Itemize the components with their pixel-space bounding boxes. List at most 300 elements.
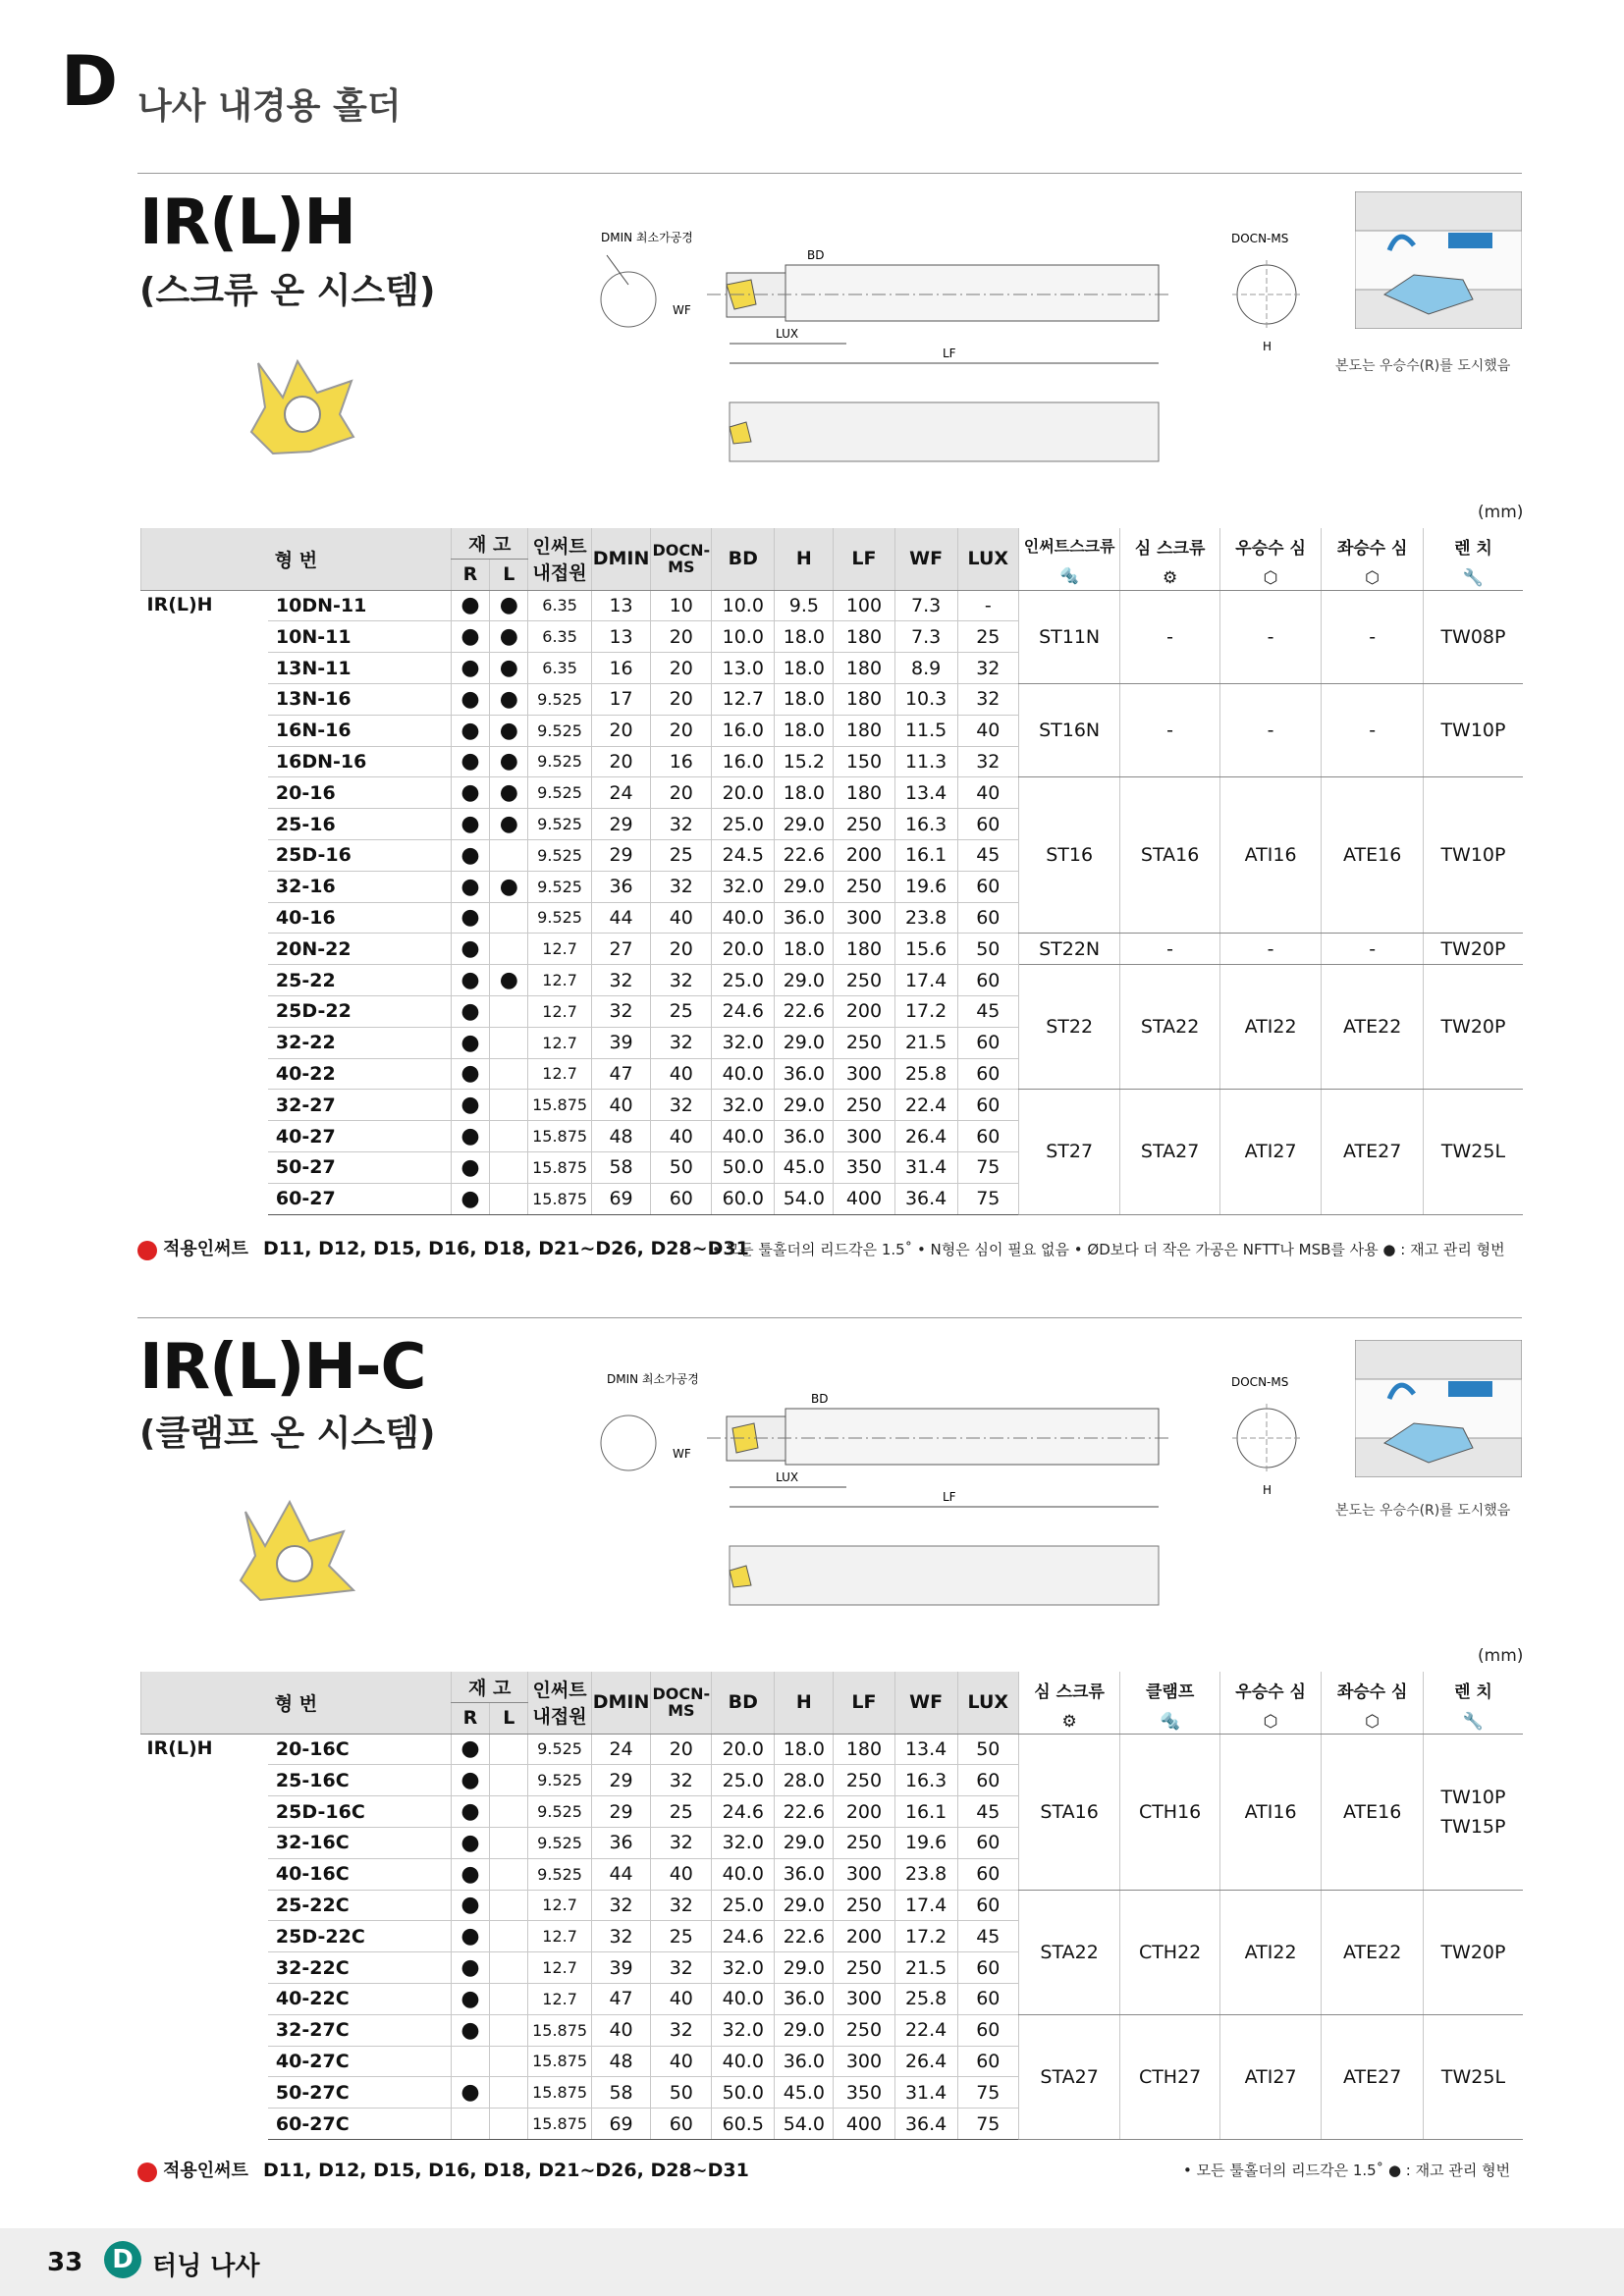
cell-bd: 32.0	[712, 1027, 775, 1058]
cell-ic: 15.875	[528, 1090, 591, 1121]
cell-r	[451, 2109, 489, 2140]
cell-h: 36.0	[775, 1983, 834, 2014]
cell-bd: 20.0	[712, 934, 775, 965]
cell-r: ●	[451, 683, 489, 715]
cell-lf: 200	[834, 1921, 894, 1952]
cell-dmin: 69	[591, 2109, 651, 2140]
cell-h: 18.0	[775, 715, 834, 746]
cell-docn: 20	[651, 653, 712, 684]
cell-r: ●	[451, 1090, 489, 1121]
cell-bd: 10.0	[712, 590, 775, 621]
cell-r: ●	[451, 1921, 489, 1952]
cell-lux: -	[957, 590, 1018, 621]
part-c3: -	[1219, 934, 1322, 965]
part-c4: -	[1322, 683, 1424, 776]
cell-lf: 300	[834, 1858, 894, 1890]
spec-table-2	[140, 1672, 1523, 2140]
cell-dmin: 48	[591, 2046, 651, 2077]
part-c5: TW10P	[1423, 777, 1523, 934]
col-bd: BD	[712, 528, 775, 590]
section-subtitle: (스크류 온 시스템)	[139, 271, 436, 311]
col-insert-ic: 인써트 내접원	[528, 528, 591, 590]
cell-lf: 180	[834, 777, 894, 809]
cell-docn: 20	[651, 715, 712, 746]
cell-wf: 7.3	[894, 590, 957, 621]
model-cell: 16N-16	[268, 715, 451, 746]
part-c1: ST16N	[1018, 683, 1120, 776]
model-cell: 25-22C	[268, 1890, 451, 1921]
cell-r: ●	[451, 1983, 489, 2014]
machining-illustration	[1355, 1340, 1522, 1477]
model-cell: 10DN-11	[268, 590, 451, 621]
cell-l	[490, 1827, 528, 1858]
col-h: H	[775, 1672, 834, 1734]
cell-lux: 60	[957, 1027, 1018, 1058]
model-cell: 25-16C	[268, 1765, 451, 1796]
section-diagram	[1227, 231, 1326, 358]
part-c5: TW20P	[1423, 934, 1523, 965]
cell-h: 22.6	[775, 839, 834, 871]
section-letter: D	[61, 41, 119, 122]
cell-l	[490, 1890, 528, 1921]
cell-wf: 16.3	[894, 1765, 957, 1796]
cell-bd: 60.0	[712, 1183, 775, 1214]
cell-lf: 250	[834, 965, 894, 996]
col-dmin: DMIN	[591, 528, 651, 590]
cell-r: ●	[451, 1827, 489, 1858]
lux-label: LUX	[776, 1470, 799, 1484]
cell-lf: 300	[834, 902, 894, 934]
model-cell: 50-27	[268, 1151, 451, 1183]
cell-r: ●	[451, 1858, 489, 1890]
cell-h: 54.0	[775, 2109, 834, 2140]
col-lux: LUX	[957, 1672, 1018, 1734]
cell-lux: 60	[957, 1121, 1018, 1152]
cell-ic: 9.525	[528, 1858, 591, 1890]
cell-dmin: 40	[591, 2014, 651, 2046]
cell-r: ●	[451, 621, 489, 653]
col-stock: 재 고	[451, 528, 528, 559]
cell-l	[490, 1765, 528, 1796]
chapter-badge: D	[104, 2241, 141, 2278]
cell-docn: 25	[651, 1921, 712, 1952]
cell-lf: 400	[834, 1183, 894, 1214]
part-c2: CTH27	[1120, 2014, 1219, 2139]
cell-l: ●	[490, 715, 528, 746]
table-row	[141, 1090, 1524, 1121]
cell-docn: 32	[651, 871, 712, 902]
wrench-icon: 🔧	[1462, 568, 1485, 588]
col-clamp: 클램프 🔩	[1120, 1672, 1219, 1734]
cell-bd: 24.5	[712, 839, 775, 871]
page-number: 33	[47, 2248, 83, 2277]
cell-l: ●	[490, 621, 528, 653]
cell-ic: 9.525	[528, 809, 591, 840]
cell-dmin: 32	[591, 1890, 651, 1921]
cell-lux: 32	[957, 683, 1018, 715]
part-c1: STA27	[1018, 2014, 1120, 2139]
part-c2: CTH16	[1120, 1734, 1219, 1890]
model-cell: 40-22	[268, 1058, 451, 1090]
cell-bd: 25.0	[712, 809, 775, 840]
cell-h: 29.0	[775, 1090, 834, 1121]
cell-dmin: 48	[591, 1121, 651, 1152]
cell-l	[490, 2046, 528, 2077]
cell-wf: 36.4	[894, 1183, 957, 1214]
cell-wf: 25.8	[894, 1983, 957, 2014]
cell-docn: 32	[651, 1027, 712, 1058]
cell-ic: 6.35	[528, 653, 591, 684]
model-cell: 32-22	[268, 1027, 451, 1058]
col-right-shim: 우승수 심 ⬡	[1219, 528, 1322, 590]
col-lf: LF	[834, 528, 894, 590]
cell-dmin: 58	[591, 1151, 651, 1183]
arrow-icon	[137, 1241, 157, 1260]
section-diagram	[1227, 1374, 1326, 1502]
col-stock-r: R	[451, 559, 489, 590]
cell-dmin: 47	[591, 1058, 651, 1090]
cell-lux: 60	[957, 2046, 1018, 2077]
cell-bd: 60.5	[712, 2109, 775, 2140]
cell-docn: 20	[651, 683, 712, 715]
unit-label: (mm)	[1478, 1646, 1524, 1666]
cell-h: 22.6	[775, 995, 834, 1027]
cell-lux: 45	[957, 995, 1018, 1027]
cell-docn: 20	[651, 621, 712, 653]
part-c3: ATI16	[1219, 1734, 1322, 1890]
cell-ic: 9.525	[528, 715, 591, 746]
cell-h: 36.0	[775, 1058, 834, 1090]
cell-ic: 12.7	[528, 965, 591, 996]
cell-r: ●	[451, 871, 489, 902]
cell-h: 9.5	[775, 590, 834, 621]
cell-wf: 17.4	[894, 965, 957, 996]
cell-bd: 50.0	[712, 1151, 775, 1183]
cell-r: ●	[451, 1734, 489, 1765]
cell-ic: 9.525	[528, 1796, 591, 1828]
lux-label: LUX	[776, 327, 799, 341]
cell-l	[490, 1121, 528, 1152]
cell-wf: 11.3	[894, 746, 957, 777]
model-cell: 25D-16	[268, 839, 451, 871]
model-cell: 16DN-16	[268, 746, 451, 777]
table-row	[141, 934, 1524, 965]
cell-ic: 9.525	[528, 1765, 591, 1796]
applicable-inserts: 적용인써트 D11, D12, D15, D16, D18, D21~D26, D28~D31	[137, 2157, 749, 2182]
cell-bd: 13.0	[712, 653, 775, 684]
cell-lf: 250	[834, 1090, 894, 1121]
cell-l: ●	[490, 653, 528, 684]
part-c1: ST22	[1018, 965, 1120, 1090]
part-c3: ATI27	[1219, 2014, 1322, 2139]
col-docn: DOCN- MS	[651, 528, 712, 590]
cell-ic: 15.875	[528, 2014, 591, 2046]
model-cell: 20N-22	[268, 934, 451, 965]
part-c1: STA22	[1018, 1890, 1120, 2014]
cell-dmin: 58	[591, 2077, 651, 2109]
cell-bd: 24.6	[712, 995, 775, 1027]
cell-dmin: 69	[591, 1183, 651, 1214]
wf-label: WF	[673, 1447, 691, 1461]
part-c5: TW08P	[1423, 590, 1523, 683]
col-lf: LF	[834, 1672, 894, 1734]
cell-l	[490, 1027, 528, 1058]
cell-dmin: 16	[591, 653, 651, 684]
cell-wf: 36.4	[894, 2109, 957, 2140]
cell-lux: 60	[957, 871, 1018, 902]
spec-table-1	[140, 528, 1523, 1215]
model-cell: 10N-11	[268, 621, 451, 653]
h-label: H	[1263, 340, 1272, 353]
cell-lf: 400	[834, 2109, 894, 2140]
divider	[137, 173, 1522, 174]
cell-docn: 20	[651, 777, 712, 809]
cell-dmin: 32	[591, 995, 651, 1027]
cell-h: 29.0	[775, 965, 834, 996]
cell-ic: 15.875	[528, 2046, 591, 2077]
cell-dmin: 32	[591, 965, 651, 996]
cell-lux: 60	[957, 1858, 1018, 1890]
cell-bd: 25.0	[712, 965, 775, 996]
cell-ic: 9.525	[528, 871, 591, 902]
cell-l	[490, 1090, 528, 1121]
cell-r: ●	[451, 1027, 489, 1058]
cell-lux: 75	[957, 2109, 1018, 2140]
cell-l	[490, 1151, 528, 1183]
cell-h: 18.0	[775, 1734, 834, 1765]
cell-docn: 20	[651, 934, 712, 965]
cell-ic: 9.525	[528, 902, 591, 934]
model-cell: 25D-16C	[268, 1796, 451, 1828]
cell-l: ●	[490, 777, 528, 809]
cell-wf: 13.4	[894, 777, 957, 809]
cell-wf: 23.8	[894, 902, 957, 934]
cell-lf: 250	[834, 1890, 894, 1921]
arrow-icon	[137, 2163, 157, 2182]
cell-docn: 40	[651, 1121, 712, 1152]
cell-docn: 32	[651, 809, 712, 840]
cell-lux: 32	[957, 653, 1018, 684]
cell-wf: 19.6	[894, 871, 957, 902]
part-c2: -	[1120, 934, 1219, 965]
table-row	[141, 777, 1524, 809]
part-c2: CTH22	[1120, 1890, 1219, 2014]
section-title: IR(L)H-C	[139, 1331, 426, 1404]
cell-l	[490, 934, 528, 965]
cell-docn: 40	[651, 2046, 712, 2077]
col-h: H	[775, 528, 834, 590]
cell-l	[490, 1734, 528, 1765]
part-c3: -	[1219, 590, 1322, 683]
part-c4: -	[1322, 934, 1424, 965]
cell-docn: 25	[651, 995, 712, 1027]
cell-l: ●	[490, 746, 528, 777]
col-wf: WF	[894, 528, 957, 590]
cell-ic: 12.7	[528, 1890, 591, 1921]
part-c5: TW20P	[1423, 1890, 1523, 2014]
col-lux: LUX	[957, 528, 1018, 590]
cell-ic: 12.7	[528, 1058, 591, 1090]
cell-r	[451, 2046, 489, 2077]
cell-lux: 60	[957, 1765, 1018, 1796]
cell-ic: 6.35	[528, 590, 591, 621]
cell-bd: 16.0	[712, 746, 775, 777]
col-wrench: 렌 치 🔧	[1423, 1672, 1523, 1734]
cell-l	[490, 2077, 528, 2109]
cell-docn: 50	[651, 1151, 712, 1183]
part-c5: TW10P TW15P	[1423, 1734, 1523, 1890]
cell-docn: 32	[651, 1765, 712, 1796]
shim-icon: ⬡	[1263, 1712, 1278, 1732]
col-stock: 재 고	[451, 1672, 528, 1702]
part-c4: ATE22	[1322, 965, 1424, 1090]
cell-r: ●	[451, 746, 489, 777]
cell-ic: 15.875	[528, 2077, 591, 2109]
bd-label: BD	[811, 1392, 829, 1406]
machining-illustration	[1355, 191, 1522, 329]
model-cell: 25D-22C	[268, 1921, 451, 1952]
cell-dmin: 13	[591, 621, 651, 653]
model-cell: 32-16	[268, 871, 451, 902]
part-c4: ATE22	[1322, 1890, 1424, 2014]
model-cell: 40-27	[268, 1121, 451, 1152]
cell-dmin: 32	[591, 1921, 651, 1952]
cell-bd: 25.0	[712, 1765, 775, 1796]
cell-docn: 32	[651, 1952, 712, 1984]
cell-wf: 22.4	[894, 1090, 957, 1121]
cell-r: ●	[451, 1890, 489, 1921]
cell-lf: 100	[834, 590, 894, 621]
cell-l: ●	[490, 871, 528, 902]
cell-lf: 250	[834, 1027, 894, 1058]
divider	[137, 1317, 1522, 1318]
cell-wf: 7.3	[894, 621, 957, 653]
cell-bd: 40.0	[712, 1983, 775, 2014]
col-shim-screw: 심 스크류 ⚙	[1120, 528, 1219, 590]
insert-image	[236, 1497, 363, 1605]
cell-docn: 40	[651, 1058, 712, 1090]
cell-lux: 75	[957, 2077, 1018, 2109]
cell-dmin: 44	[591, 1858, 651, 1890]
cell-bd: 32.0	[712, 1090, 775, 1121]
bd-label: BD	[807, 248, 825, 262]
cell-lf: 300	[834, 2046, 894, 2077]
model-cell: 60-27	[268, 1183, 451, 1214]
cell-dmin: 13	[591, 590, 651, 621]
lf-label: LF	[943, 1490, 956, 1504]
cell-ic: 12.7	[528, 1983, 591, 2014]
cell-l: ●	[490, 809, 528, 840]
col-stock-l: L	[490, 1702, 528, 1734]
cell-ic: 9.525	[528, 1734, 591, 1765]
col-insert-screw: 인써트스크류 🔩	[1018, 528, 1120, 590]
table-row	[141, 590, 1524, 621]
col-wf: WF	[894, 1672, 957, 1734]
cell-bd: 32.0	[712, 871, 775, 902]
cell-bd: 32.0	[712, 1952, 775, 1984]
screw-icon: 🔩	[1059, 566, 1080, 585]
holder-diagram	[589, 1369, 1178, 1615]
part-c1: ST11N	[1018, 590, 1120, 683]
cell-lux: 40	[957, 777, 1018, 809]
cell-dmin: 20	[591, 746, 651, 777]
cell-wf: 25.8	[894, 1058, 957, 1090]
cell-lux: 60	[957, 2014, 1018, 2046]
cell-l	[490, 902, 528, 934]
cell-h: 45.0	[775, 1151, 834, 1183]
cell-lf: 150	[834, 746, 894, 777]
cell-ic: 6.35	[528, 621, 591, 653]
cell-lux: 60	[957, 1890, 1018, 1921]
cell-bd: 40.0	[712, 1058, 775, 1090]
col-left-shim: 좌승수 심 ⬡	[1322, 528, 1424, 590]
cell-bd: 40.0	[712, 1121, 775, 1152]
cell-bd: 40.0	[712, 902, 775, 934]
cell-lux: 60	[957, 1090, 1018, 1121]
dmin-label: DMIN 최소가공경	[607, 1372, 699, 1386]
cell-docn: 60	[651, 2109, 712, 2140]
cell-h: 22.6	[775, 1796, 834, 1828]
cell-docn: 32	[651, 1090, 712, 1121]
shim-icon: ⬡	[1365, 1712, 1380, 1732]
cell-bd: 32.0	[712, 1827, 775, 1858]
cell-r: ●	[451, 995, 489, 1027]
cell-lf: 180	[834, 653, 894, 684]
model-cell: 20-16C	[268, 1734, 451, 1765]
part-c4: ATE27	[1322, 2014, 1424, 2139]
cell-bd: 20.0	[712, 1734, 775, 1765]
cell-lf: 250	[834, 1765, 894, 1796]
cell-docn: 50	[651, 2077, 712, 2109]
model-cell: 50-27C	[268, 2077, 451, 2109]
cell-docn: 40	[651, 1858, 712, 1890]
cell-r: ●	[451, 809, 489, 840]
cell-dmin: 20	[591, 715, 651, 746]
part-c2: STA16	[1120, 777, 1219, 934]
cell-dmin: 39	[591, 1027, 651, 1058]
cell-wf: 17.2	[894, 1921, 957, 1952]
cell-lf: 180	[834, 934, 894, 965]
col-docn: DOCN- MS	[651, 1672, 712, 1734]
part-c5: TW20P	[1423, 965, 1523, 1090]
part-c2: -	[1120, 683, 1219, 776]
cell-r: ●	[451, 1183, 489, 1214]
cell-docn: 32	[651, 1890, 712, 1921]
cell-h: 29.0	[775, 1827, 834, 1858]
cell-dmin: 36	[591, 1827, 651, 1858]
cell-docn: 25	[651, 1796, 712, 1828]
section-title: IR(L)H	[139, 187, 355, 259]
cell-r: ●	[451, 902, 489, 934]
cell-dmin: 29	[591, 809, 651, 840]
cell-h: 18.0	[775, 777, 834, 809]
diagram-caption: 본도는 우승수(R)를 도시했음	[1335, 358, 1511, 374]
cell-h: 36.0	[775, 902, 834, 934]
cell-dmin: 29	[591, 839, 651, 871]
cell-wf: 21.5	[894, 1952, 957, 1984]
cell-bd: 24.6	[712, 1796, 775, 1828]
model-cell: 13N-11	[268, 653, 451, 684]
cell-l	[490, 1796, 528, 1828]
cell-lux: 50	[957, 934, 1018, 965]
cell-wf: 16.1	[894, 1796, 957, 1828]
cell-wf: 31.4	[894, 1151, 957, 1183]
cell-l	[490, 2014, 528, 2046]
cell-lf: 180	[834, 715, 894, 746]
docn-label: DOCN-MS	[1231, 232, 1289, 245]
part-c3: ATI27	[1219, 1090, 1322, 1214]
cell-docn: 10	[651, 590, 712, 621]
